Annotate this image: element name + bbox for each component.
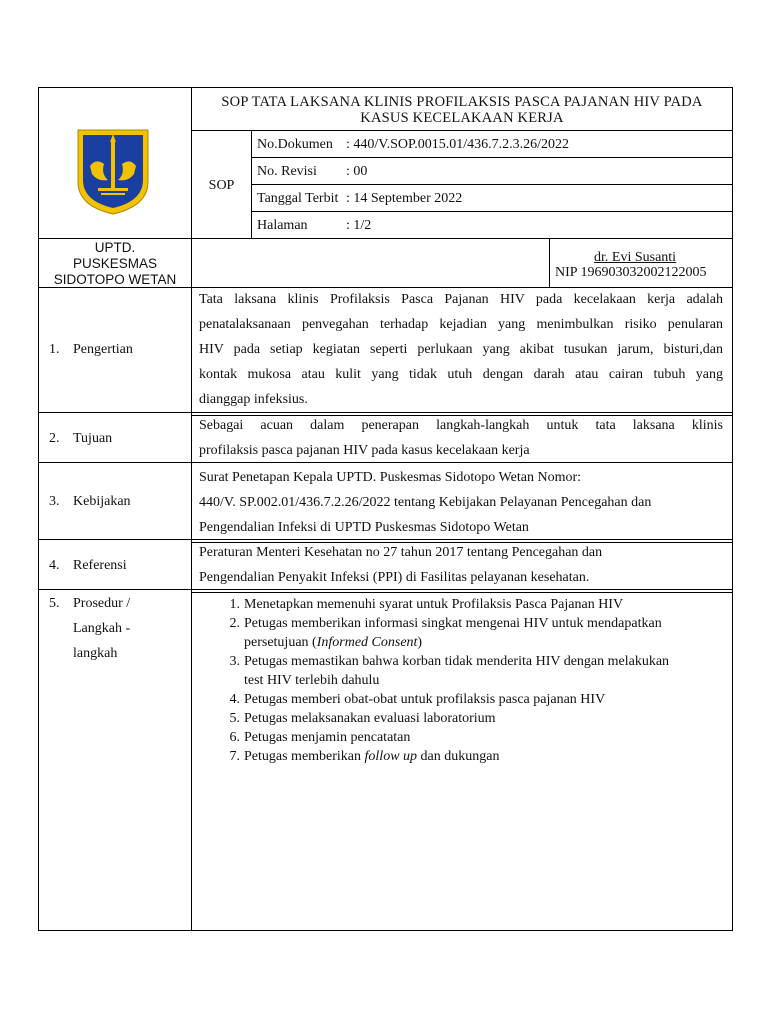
org-line3: SIDOTOPO WETAN bbox=[53, 272, 177, 287]
signature-divider bbox=[549, 238, 550, 287]
pengertian-text bbox=[199, 287, 723, 412]
step-number: 4. bbox=[229, 692, 240, 707]
column-divider bbox=[191, 87, 192, 931]
table-border-top bbox=[38, 87, 733, 88]
referensi-line: Pengendalian Penyakit Infeksi (PPI) di Fasilitas pelayanan kesehatan. bbox=[199, 570, 590, 585]
step-text: persetujuan ( bbox=[244, 635, 317, 650]
signatory-name: dr. Evi Susanti bbox=[594, 250, 677, 265]
step-text: Petugas memastikan bahwa korban tidak menderita HIV dengan melakukan bbox=[244, 654, 670, 669]
tujuan-line: profilaksis pasca pajanan HIV pada kasus kecelakaan kerja bbox=[199, 443, 530, 458]
field-label-no-revisi: No. Revisi bbox=[257, 164, 317, 179]
tujuan-text bbox=[199, 413, 723, 463]
step-text: Petugas memberikan informasi singkat mengenai HIV untuk mendapatkan bbox=[244, 616, 662, 631]
section-number-2: 2. bbox=[49, 431, 60, 446]
step-text: ) bbox=[417, 635, 423, 650]
field-row-divider-2 bbox=[251, 184, 733, 185]
field-value-no-dokumen: : 440/V.SOP.0015.01/436.7.2.3.26/2022 bbox=[346, 137, 569, 152]
kebijakan-line: 440/V. SP.002.01/436.7.2.26/2022 tentang Kebijakan Pelayanan Pencegahan dan bbox=[199, 495, 652, 510]
section-label-kebijakan: Kebijakan bbox=[73, 494, 131, 509]
pengertian-line: penatalaksanaan penvegahan terhadap kejadian yang menimbulkan risiko penularan bbox=[199, 317, 723, 332]
header-bottom-divider bbox=[38, 238, 733, 239]
step-text: Petugas memberi obat-obat untuk profilaksis pasca pajanan HIV bbox=[244, 692, 606, 707]
step-number: 6. bbox=[229, 730, 240, 745]
section-number-3: 3. bbox=[49, 494, 60, 509]
sop-label: SOP bbox=[208, 178, 235, 193]
step-number: 5. bbox=[229, 711, 240, 726]
org-line1: UPTD. bbox=[94, 240, 136, 255]
referensi-text bbox=[199, 540, 723, 590]
signatory-nip: NIP 196903032002122005 bbox=[555, 265, 707, 280]
section-label-prosedur-line2: Langkah - bbox=[73, 621, 131, 636]
org-line2: PUSKESMAS bbox=[72, 256, 158, 271]
step-text: Petugas memberikan bbox=[244, 749, 365, 764]
section-label-prosedur-line3: langkah bbox=[73, 646, 118, 661]
step-number: 2. bbox=[229, 616, 240, 631]
table-border-left bbox=[38, 87, 39, 931]
section-label-tujuan: Tujuan bbox=[73, 431, 113, 446]
procedure-step bbox=[218, 652, 718, 690]
field-label-halaman: Halaman bbox=[257, 218, 308, 233]
procedure-step bbox=[218, 709, 718, 728]
step-number: 3. bbox=[229, 654, 240, 669]
step-number: 1. bbox=[229, 597, 240, 612]
field-row-divider-3 bbox=[251, 211, 733, 212]
tujuan-line: Sebagai acuan dalam penerapan langkah-langkah untuk tata laksana klinis bbox=[199, 418, 723, 433]
field-value-no-revisi: : 00 bbox=[346, 164, 368, 179]
procedure-steps-list bbox=[218, 595, 718, 766]
field-row-divider-1 bbox=[251, 157, 733, 158]
procedure-step bbox=[218, 614, 718, 652]
field-value-tanggal-terbit: : 14 September 2022 bbox=[346, 191, 463, 206]
step-text: Menetapkan memenuhi syarat untuk Profilaksis Pasca Pajanan HIV bbox=[244, 597, 624, 612]
table-border-right bbox=[732, 87, 733, 931]
section-label-pengertian: Pengertian bbox=[73, 342, 133, 357]
step-text: Petugas menjamin pencatatan bbox=[244, 730, 411, 745]
sop-title-line1: SOP TATA LAKSANA KLINIS PROFILAKSIS PASCA PAJANAN HIV PADA bbox=[221, 94, 703, 110]
pengertian-line: HIV pada setiap kegiatan seperti perlukaan yang akibat tusukan jarum, bisturi,dan bbox=[199, 342, 723, 357]
section-number-1: 1. bbox=[49, 342, 60, 357]
surabaya-city-crest-icon bbox=[68, 122, 158, 216]
kebijakan-text bbox=[199, 465, 723, 540]
table-border-bottom bbox=[38, 930, 733, 931]
field-value-halaman: : 1/2 bbox=[346, 218, 372, 233]
sop-title-line2: KASUS KECELAKAAN KERJA bbox=[360, 110, 564, 126]
step-text: dan dukungan bbox=[417, 749, 500, 764]
step-number: 7. bbox=[229, 749, 240, 764]
field-label-tanggal-terbit: Tanggal Terbit bbox=[257, 191, 339, 206]
referensi-line: Peraturan Menteri Kesehatan no 27 tahun 2017 tentang Pencegahan dan bbox=[199, 545, 603, 560]
section-number-4: 4. bbox=[49, 558, 60, 573]
field-label-no-dokumen: No.Dokumen bbox=[257, 137, 333, 152]
procedure-step bbox=[218, 690, 718, 709]
section-number-5: 5. bbox=[49, 596, 60, 611]
step-text-emphasis: follow up bbox=[364, 749, 418, 764]
section-label-prosedur-line1: Prosedur / bbox=[73, 596, 131, 611]
pengertian-line: Tata laksana klinis Profilaksis Pasca Pajanan HIV pada kecelakaan kerja adalah bbox=[199, 292, 723, 307]
procedure-step bbox=[218, 747, 718, 766]
procedure-step bbox=[218, 728, 718, 747]
pengertian-line: kontak mukosa atau kulit yang tidak utuh dengan darah atau cairan tubuh yang bbox=[199, 367, 723, 382]
kebijakan-line: Pengendalian Infeksi di UPTD Puskesmas Sidotopo Wetan bbox=[199, 520, 529, 535]
section-divider-4b bbox=[191, 592, 733, 593]
pengertian-line: dianggap infeksius. bbox=[199, 392, 308, 407]
procedure-step bbox=[218, 595, 718, 614]
section-label-referensi: Referensi bbox=[73, 558, 127, 573]
kebijakan-line: Surat Penetapan Kepala UPTD. Puskesmas Sidotopo Wetan Nomor: bbox=[199, 470, 582, 485]
step-text: Petugas melaksanakan evaluasi laboratorium bbox=[244, 711, 496, 726]
title-row-divider bbox=[191, 130, 733, 131]
step-text-emphasis: Informed Consent bbox=[316, 635, 418, 650]
step-text: test HIV terlebih dahulu bbox=[244, 673, 380, 688]
